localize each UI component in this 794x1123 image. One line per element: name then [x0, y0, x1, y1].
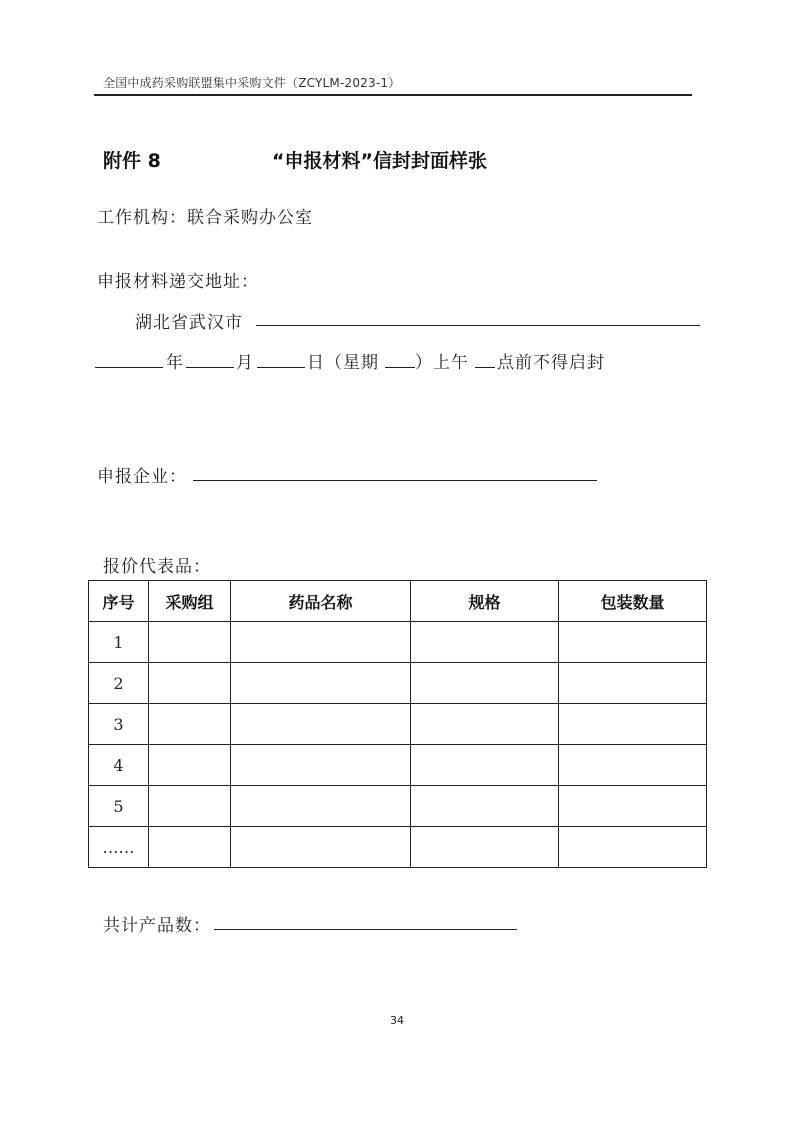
address-label: 申报材料递交地址： [97, 272, 259, 292]
table-cell-serial: 3 [89, 704, 149, 745]
table-cell-group [149, 663, 231, 704]
products-label: 报价代表品： [103, 557, 211, 577]
enterprise-label: 申报企业： [97, 467, 187, 487]
month-label: 月 [236, 353, 254, 373]
column-header-spec: 规格 [411, 581, 559, 622]
table-cell-spec [411, 786, 559, 827]
month-blank-line [186, 367, 234, 368]
table-cell-drug-name [231, 827, 411, 868]
table-row [89, 745, 707, 786]
table-cell-drug-name [231, 663, 411, 704]
table-cell-package-qty [559, 622, 707, 663]
table-cell-group [149, 745, 231, 786]
table-cell-serial: 4 [89, 745, 149, 786]
address-city: 湖北省武汉市 [135, 313, 243, 333]
work-agency-text: 工作机构：联合采购办公室 [97, 208, 313, 228]
column-header-serial: 序号 [89, 581, 149, 622]
table-cell-package-qty [559, 663, 707, 704]
table-cell-spec [411, 745, 559, 786]
table-row [89, 663, 707, 704]
table-cell-package-qty [559, 827, 707, 868]
table-cell-drug-name [231, 622, 411, 663]
table-cell-package-qty [559, 786, 707, 827]
table-cell-package-qty [559, 745, 707, 786]
page-title: “申报材料”信封封面样张 [272, 150, 487, 172]
document-header: 全国中成药采购联盟集中采购文件（ZCYLM-2023-1） [103, 76, 401, 90]
header-divider [94, 94, 692, 96]
column-header-drug-name: 药品名称 [231, 581, 411, 622]
table-cell-drug-name [231, 786, 411, 827]
day-weekday-label: 日（星期 [307, 353, 379, 373]
table-cell-serial: 1 [89, 622, 149, 663]
table-cell-group [149, 786, 231, 827]
table-cell-drug-name [231, 704, 411, 745]
table-cell-drug-name [231, 745, 411, 786]
table-row [89, 704, 707, 745]
table-cell-group [149, 704, 231, 745]
column-header-group: 采购组 [149, 581, 231, 622]
table-row [89, 786, 707, 827]
day-blank-line [257, 367, 305, 368]
total-products-label: 共计产品数： [103, 916, 211, 936]
table-cell-serial: …… [89, 827, 149, 868]
hour-blank-line [475, 367, 495, 368]
year-label: 年 [166, 353, 184, 373]
table-cell-serial: 2 [89, 663, 149, 704]
enterprise-blank-line [193, 480, 597, 481]
table-cell-group [149, 827, 231, 868]
table-header-row [89, 581, 707, 622]
table-row [89, 827, 707, 868]
page-number: 34 [390, 1014, 404, 1027]
table-cell-group [149, 622, 231, 663]
year-blank-line [95, 367, 163, 368]
table-cell-package-qty [559, 704, 707, 745]
table-cell-spec [411, 622, 559, 663]
total-products-blank-line [214, 929, 517, 930]
product-table [88, 580, 707, 868]
table-cell-serial: 5 [89, 786, 149, 827]
table-cell-spec [411, 827, 559, 868]
table-cell-spec [411, 704, 559, 745]
morning-label: ）上午 [415, 353, 469, 373]
no-open-before-label: 点前不得启封 [497, 353, 605, 373]
column-header-package-qty: 包装数量 [559, 581, 707, 622]
table-cell-spec [411, 663, 559, 704]
address-blank-line [256, 325, 700, 326]
weekday-blank-line [385, 367, 415, 368]
attachment-label: 附件 8 [103, 150, 161, 172]
table-row [89, 622, 707, 663]
